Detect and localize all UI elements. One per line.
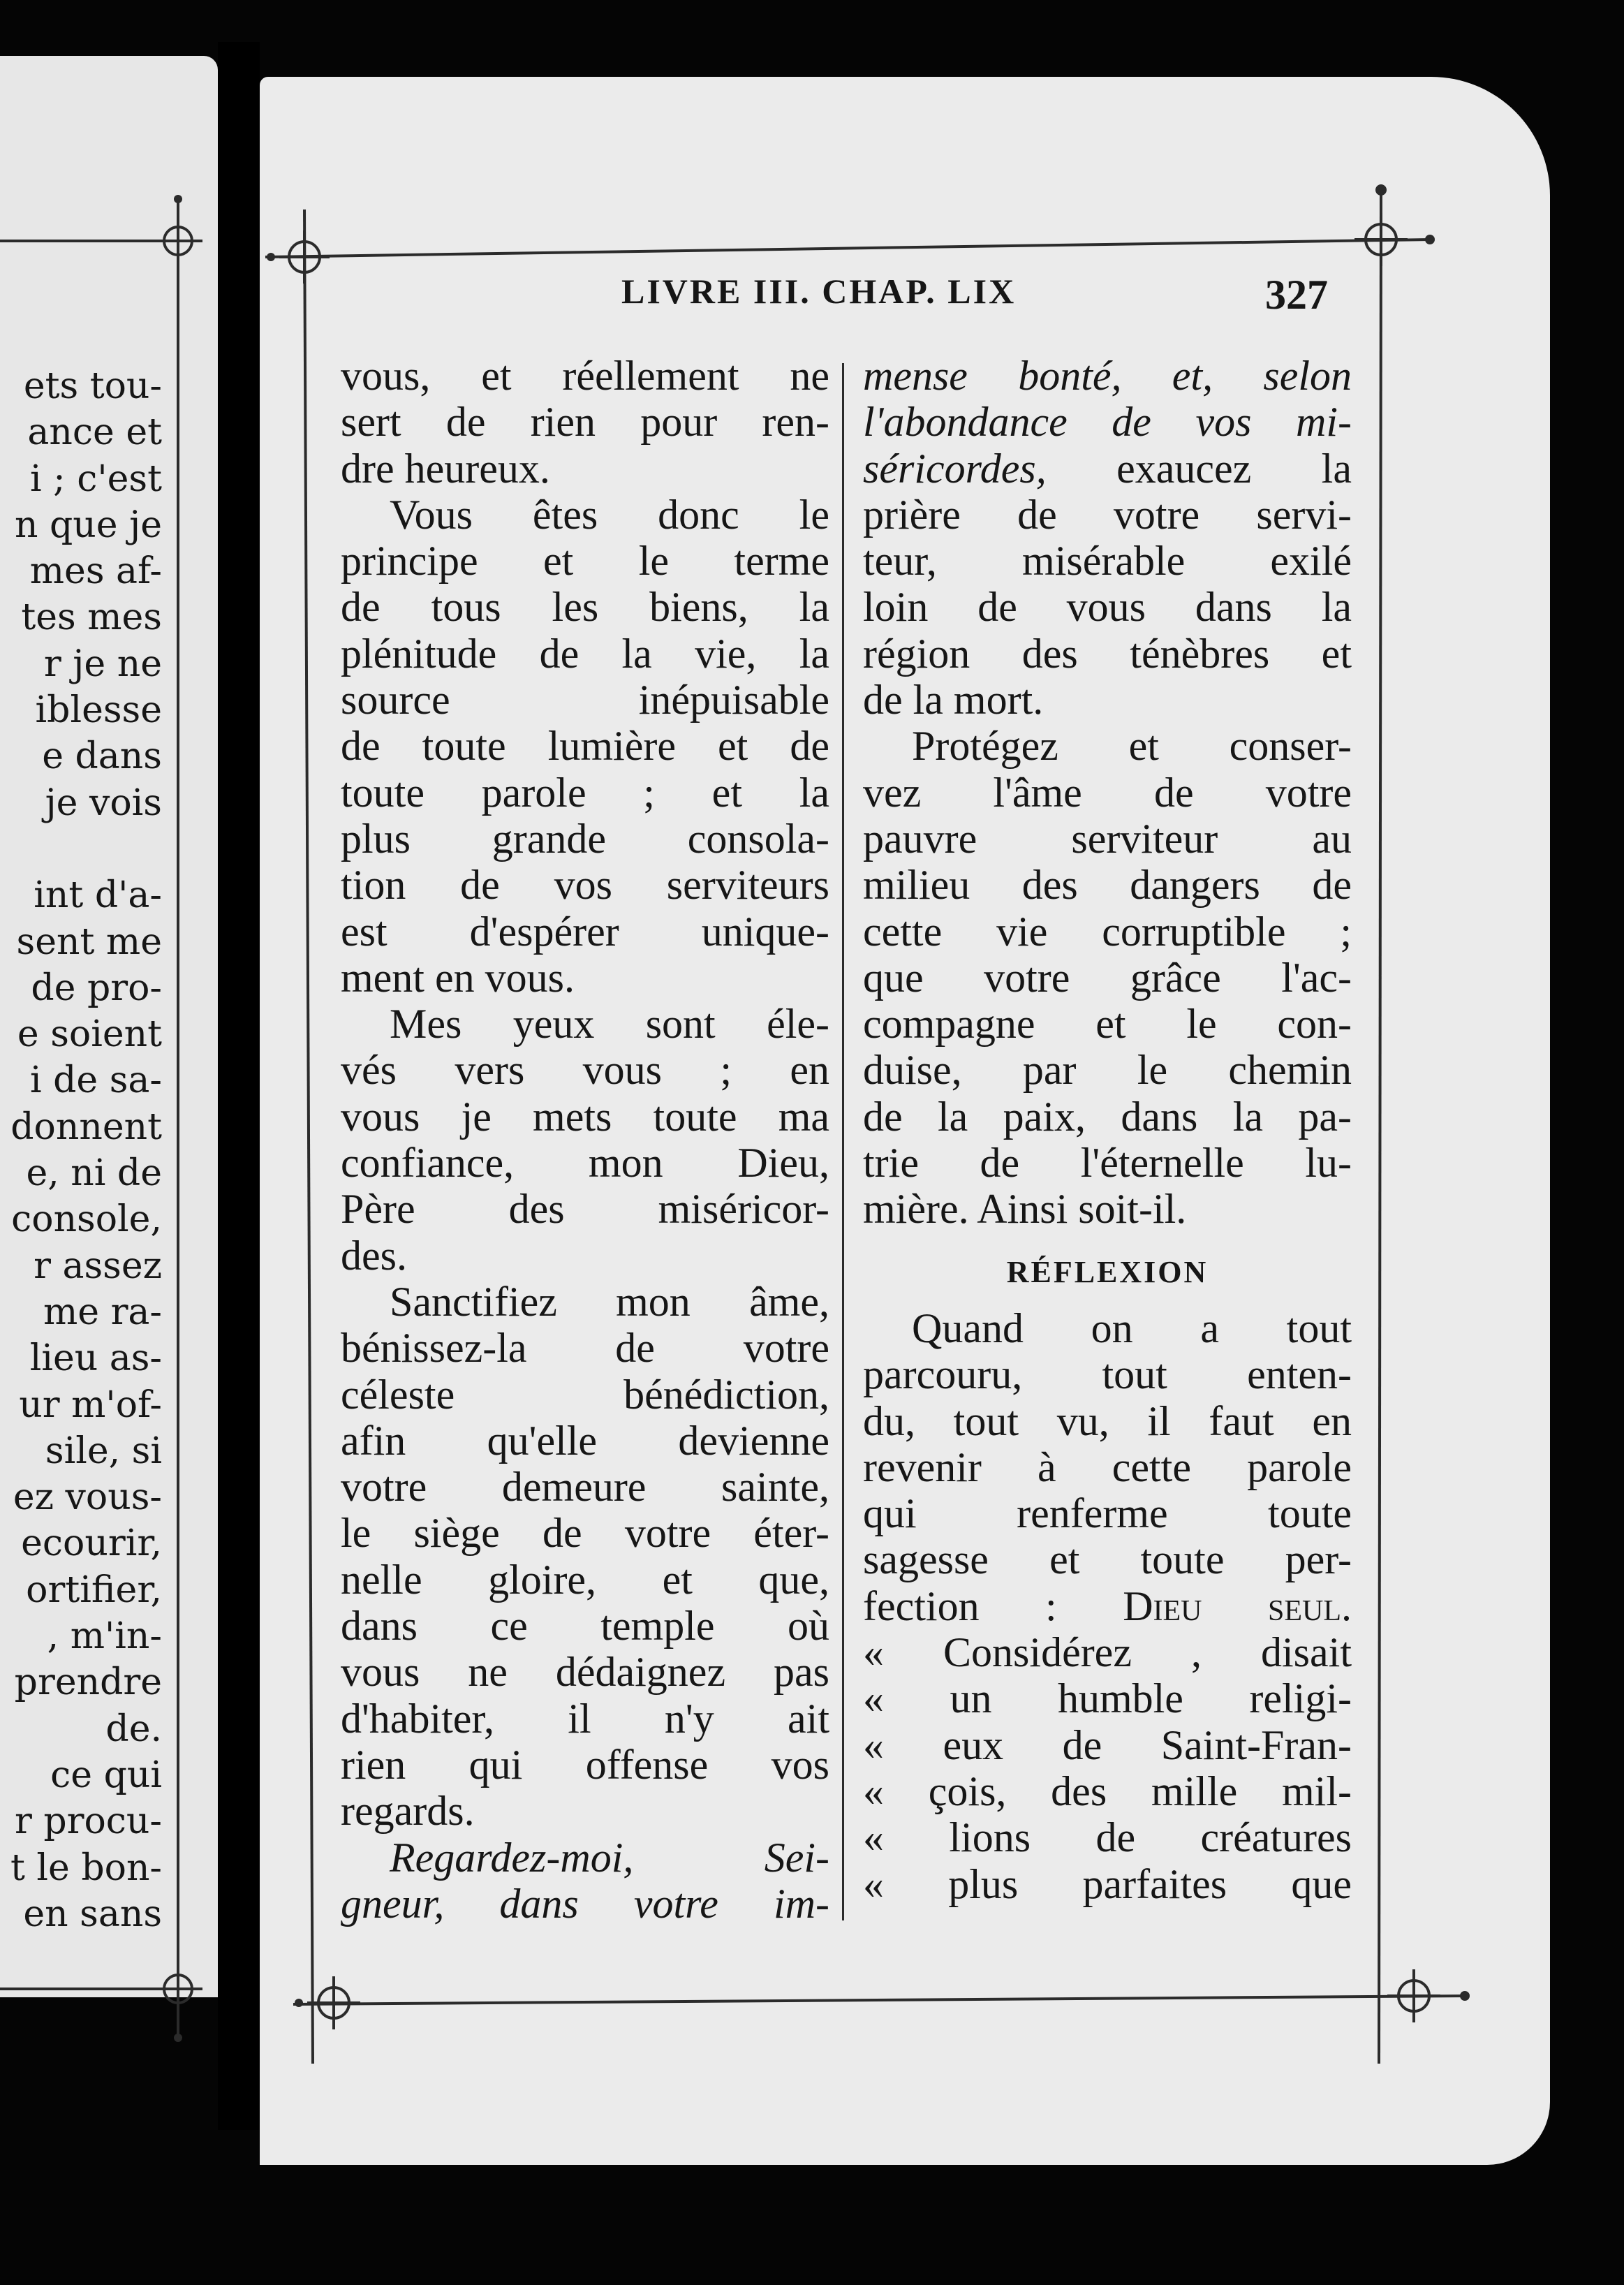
- text-line: i de sa-: [29, 1059, 162, 1102]
- text-line: est d'espérer unique-: [341, 908, 829, 955]
- text-line: Quand on a tout: [912, 1305, 1352, 1351]
- text-line: que votre grâce l'ac-: [863, 954, 1352, 1001]
- text-line: duise, par le chemin: [863, 1047, 1352, 1094]
- right-column: [863, 353, 1352, 1907]
- text-line: de.: [105, 1707, 162, 1750]
- text-line: vez l'âme de votre: [863, 769, 1352, 816]
- text-line: mes af-: [29, 550, 162, 593]
- text-line: je vois: [45, 781, 162, 824]
- text-line: toute parole ; et la: [341, 769, 829, 816]
- text-line: ment en vous.: [341, 954, 575, 1001]
- text-line: revenir à cette parole: [863, 1443, 1352, 1490]
- text-line: vous, et réellement ne: [341, 353, 829, 399]
- text-line: Vous êtes donc le: [390, 491, 829, 538]
- text-line: de tous les biens, la: [341, 584, 829, 631]
- text-line: r je ne: [43, 642, 162, 685]
- text-line: l'abondance de vos mi-: [863, 399, 1352, 446]
- text-line: confiance, mon Dieu,: [341, 1140, 829, 1186]
- text-line: pauvre serviteur au: [863, 815, 1352, 862]
- text-line: votre demeure sainte,: [341, 1464, 829, 1511]
- text-line: e soient: [17, 1013, 162, 1056]
- text-line: int d'a-: [34, 874, 162, 917]
- text-line: regards.: [341, 1788, 475, 1835]
- text-line: console,: [11, 1198, 162, 1241]
- text-line: ce qui: [50, 1754, 162, 1796]
- text-line: principe et le terme: [341, 538, 829, 585]
- text-line: bénissez-la de votre: [341, 1325, 829, 1372]
- text-line: sagesse et toute per-: [863, 1536, 1352, 1583]
- text-line: « Considérez , disait: [863, 1629, 1352, 1676]
- text-line: Regardez-moi, Sei-: [390, 1834, 829, 1881]
- text-line: « un humble religi-: [863, 1675, 1352, 1722]
- text-line: Protégez et conser-: [912, 723, 1352, 770]
- text-line: nelle gloire, et que,: [341, 1556, 829, 1603]
- text-line: sert de rien pour ren-: [341, 399, 829, 446]
- text-line: Mes yeux sont éle-: [390, 1001, 829, 1048]
- text-line: « lions de créatures: [863, 1814, 1352, 1861]
- text-line: de la paix, dans la pa-: [863, 1093, 1352, 1140]
- text-line: dre heureux.: [341, 445, 550, 492]
- text-line: parcouru, tout enten-: [863, 1351, 1352, 1398]
- text-line: Père des miséricor-: [341, 1186, 829, 1233]
- text-line: région des ténèbres et: [863, 630, 1352, 677]
- text-line: vous ne dédaignez pas: [341, 1649, 829, 1696]
- text-line: i ; c'est: [30, 457, 162, 500]
- text-line: « plus parfaites que: [863, 1860, 1352, 1907]
- text-line: de toute lumière et de: [341, 723, 829, 770]
- text-line: lieu as-: [29, 1337, 162, 1380]
- left-column: [341, 353, 829, 1927]
- text-line: vés vers vous ; en: [341, 1047, 829, 1094]
- text-line: e, ni de: [26, 1152, 162, 1195]
- text-line: trie de l'éternelle lu-: [863, 1140, 1352, 1186]
- text-line: loin de vous dans la: [863, 584, 1352, 631]
- text-line: de pro-: [31, 967, 162, 1009]
- text-line: gneur, dans votre im-: [341, 1880, 829, 1927]
- text-line: ance et: [27, 411, 162, 454]
- text-line: source inépuisable: [341, 677, 829, 723]
- running-head: LIVRE III. CHAP. LIX: [621, 272, 1017, 311]
- text-line: d'habiter, il n'y ait: [341, 1695, 829, 1742]
- text-line: céleste bénédiction,: [341, 1371, 829, 1418]
- text-line: e dans: [42, 735, 162, 778]
- text-line: me ra-: [43, 1291, 162, 1333]
- text-line: qui renferme toute: [863, 1490, 1352, 1537]
- text-line: rien qui offense vos: [341, 1741, 829, 1788]
- text-line: t le bon-: [10, 1846, 162, 1889]
- page-number: 327: [1265, 272, 1328, 318]
- text-line: prière de votre servi-: [863, 491, 1352, 538]
- text-line: de la mort.: [863, 677, 1044, 723]
- text-line: « eux de Saint-Fran-: [863, 1721, 1352, 1768]
- text-line: ortifier,: [26, 1568, 162, 1611]
- text-line: , m'in-: [47, 1615, 162, 1658]
- text-line: r assez: [34, 1244, 162, 1287]
- text-line: afin qu'elle devienne: [341, 1417, 829, 1464]
- text-line: tes mes: [21, 596, 162, 639]
- text-line: du, tout vu, il faut en: [863, 1397, 1352, 1444]
- text-line: ets tou-: [23, 365, 162, 407]
- text-line: plus grande consola-: [341, 815, 829, 862]
- text-line: ur m'of-: [19, 1383, 162, 1426]
- text-line: vous je mets toute ma: [341, 1093, 829, 1140]
- text-line: compagne et le con-: [863, 1001, 1352, 1048]
- text-line: Sanctifiez mon âme,: [390, 1278, 829, 1325]
- text-line: [863, 1583, 1352, 1629]
- line-text: fection :: [863, 1582, 1123, 1629]
- text-line: « çois, des mille mil-: [863, 1768, 1352, 1814]
- column-divider: [842, 363, 844, 1920]
- text-line: plénitude de la vie, la: [341, 630, 829, 677]
- text-line: milieu des dangers de: [863, 862, 1352, 909]
- text-line: séricordes, exaucez la: [863, 445, 1352, 492]
- text-line: ez vous-: [13, 1476, 162, 1519]
- text-line: mière. Ainsi soit-il.: [863, 1186, 1187, 1233]
- text-line: dans ce temple où: [341, 1603, 829, 1650]
- text-line: iblesse: [35, 689, 162, 732]
- section-heading: RÉFLEXION: [1006, 1254, 1209, 1289]
- text-line: sile, si: [45, 1430, 162, 1472]
- text-line: cette vie corruptible ;: [863, 908, 1352, 955]
- text-line: le siège de votre éter-: [341, 1510, 829, 1557]
- text-line: sent me: [16, 920, 162, 963]
- text-line: mense bonté, et, selon: [863, 353, 1352, 399]
- text-line: donnent: [10, 1105, 162, 1148]
- text-line: n que je: [15, 504, 162, 546]
- small-caps-phrase: Dieu seul.: [1123, 1582, 1352, 1629]
- text-line: teur, misérable exilé: [863, 538, 1352, 585]
- text-line: ecourir,: [21, 1522, 162, 1565]
- text-line: en sans: [23, 1893, 162, 1935]
- text-line: tion de vos serviteurs: [341, 862, 829, 909]
- text-line: des.: [341, 1232, 407, 1279]
- text-line: r procu-: [14, 1800, 162, 1843]
- text-line: prendre: [14, 1661, 162, 1704]
